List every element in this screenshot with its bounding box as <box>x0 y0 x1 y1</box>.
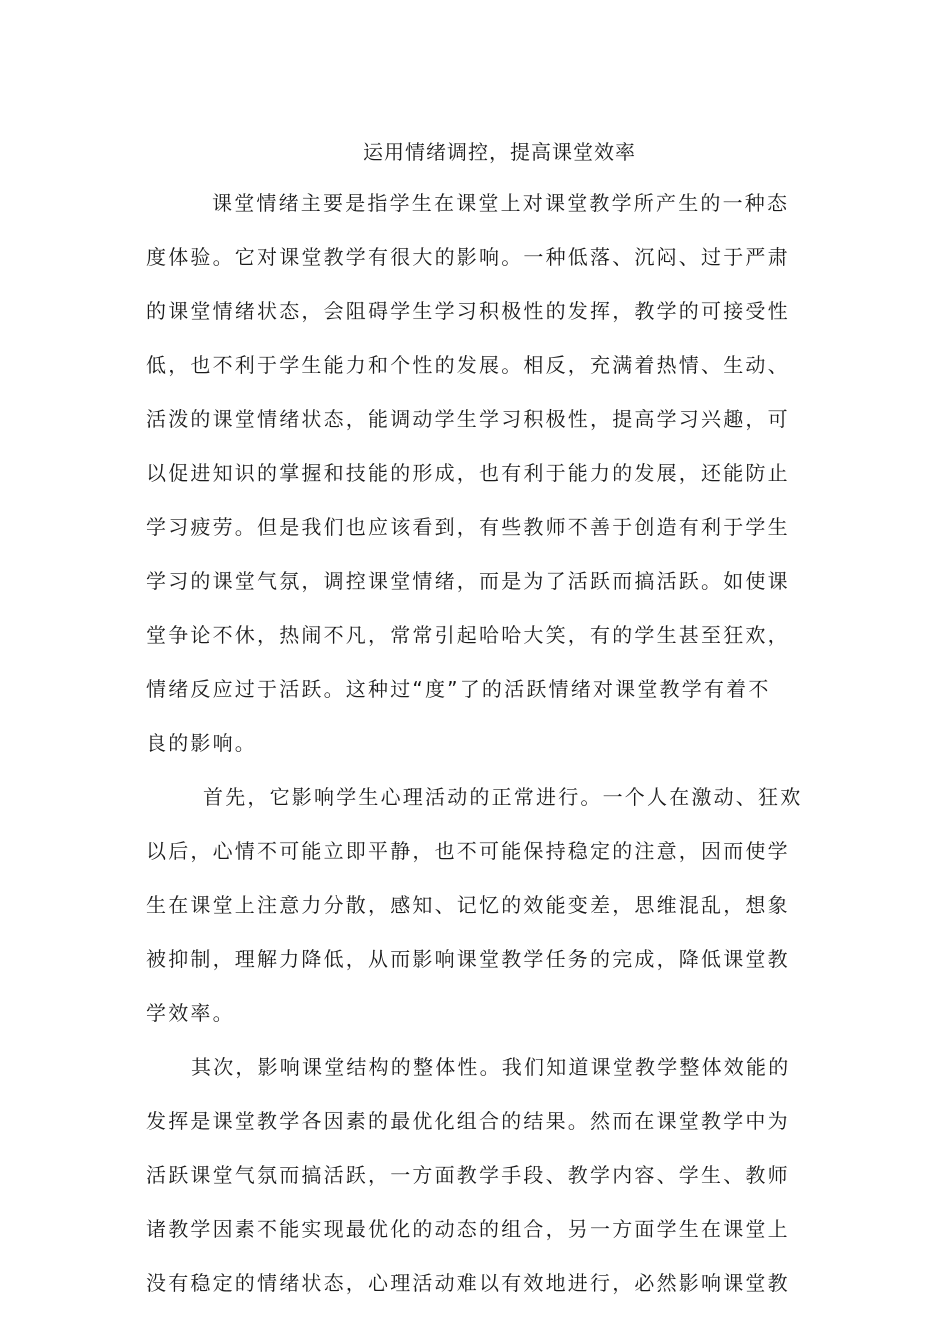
paragraph-1-line-3: 的课堂情绪状态，会阻碍学生学习积极性的发挥，教学的可接受性 <box>146 299 790 323</box>
paragraph-1-line-9: 堂争论不休，热闹不凡，常常引起哈哈大笑，有的学生甚至狂欢， <box>146 623 790 647</box>
paragraph-1-line-8: 学习的课堂气氛，调控课堂情绪，而是为了活跃而搞活跃。如使课 <box>146 569 790 593</box>
paragraph-2-line-5: 学效率。 <box>146 1001 235 1025</box>
paragraph-2-line-1: 首先，它影响学生心理活动的正常进行。一个人在激动、狂欢 <box>203 785 803 809</box>
paragraph-3-line-1: 其次，影响课堂结构的整体性。我们知道课堂教学整体效能的 <box>191 1055 791 1079</box>
paragraph-1-line-10: 情绪反应过于活跃。这种过“度”了的活跃情绪对课堂教学有着不 <box>146 677 771 701</box>
paragraph-3-line-2: 发挥是课堂教学各因素的最优化组合的结果。然而在课堂教学中为 <box>146 1109 790 1133</box>
paragraph-1-line-4: 低，也不利于学生能力和个性的发展。相反，充满着热情、生动、 <box>146 353 790 377</box>
paragraph-2-line-2: 以后，心情不可能立即平静，也不可能保持稳定的注意，因而使学 <box>146 839 790 863</box>
paragraph-2-line-4: 被抑制，理解力降低，从而影响课堂教学任务的完成，降低课堂教 <box>146 947 790 971</box>
paragraph-1-line-5: 活泼的课堂情绪状态，能调动学生学习积极性，提高学习兴趣，可 <box>146 407 790 431</box>
paragraph-1-line-1: 课堂情绪主要是指学生在课堂上对课堂教学所产生的一种态 <box>212 191 790 215</box>
paragraph-2-line-3: 生在课堂上注意力分散，感知、记忆的效能变差，思维混乱，想象 <box>146 893 790 917</box>
paragraph-1-line-7: 学习疲劳。但是我们也应该看到，有些教师不善于创造有利于学生 <box>146 515 790 539</box>
paragraph-1-line-2: 度体验。它对课堂教学有很大的影响。一种低落、沉闷、过于严肃 <box>146 245 790 269</box>
paragraph-1-line-6: 以促进知识的掌握和技能的形成，也有利于能力的发展，还能防止 <box>146 461 790 485</box>
paragraph-3-line-5: 没有稳定的情绪状态，心理活动难以有效地进行，必然影响课堂教 <box>146 1271 790 1295</box>
paragraph-3-line-3: 活跃课堂气氛而搞活跃，一方面教学手段、教学内容、学生、教师 <box>146 1163 790 1187</box>
paragraph-3-line-4: 诸教学因素不能实现最优化的动态的组合，另一方面学生在课堂上 <box>146 1217 790 1241</box>
document-title: 运用情绪调控，提高课堂效率 <box>363 140 636 164</box>
paragraph-1-line-11: 良的影响。 <box>146 731 257 755</box>
